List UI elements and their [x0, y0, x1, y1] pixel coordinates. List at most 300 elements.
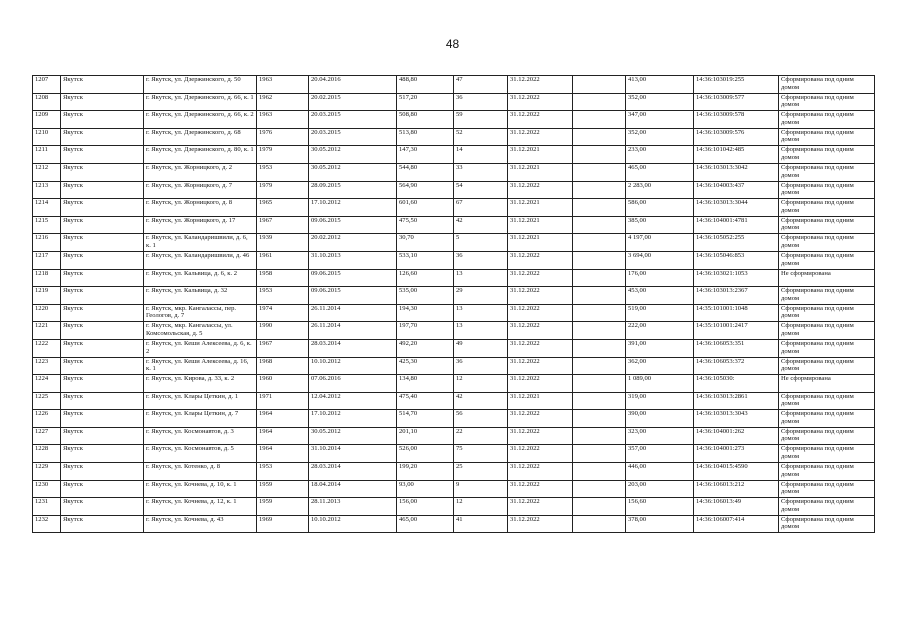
cell-address: г. Якутск, ул. Кальвица, д. 6, к. 2: [144, 269, 257, 287]
cell-empty-col: [573, 445, 626, 463]
cell-value: 176,00: [626, 269, 694, 287]
cell-city: Якутск: [61, 287, 144, 305]
cell-city: Якутск: [61, 93, 144, 111]
cell-cadastral-number: 14:36:106053:351: [694, 339, 779, 357]
cell-count: 14: [454, 146, 508, 164]
cell-build-year: 1961: [257, 251, 309, 269]
cell-city: Якутск: [61, 128, 144, 146]
cell-count: 9: [454, 480, 508, 498]
cell-row-number: 1229: [33, 463, 61, 481]
cell-address: г. Якутск, ул. Кальвица, д. 32: [144, 287, 257, 305]
cell-build-year: 1979: [257, 181, 309, 199]
cell-address: г. Якутск, ул. Дзержинского, д. 80, к. 1: [144, 146, 257, 164]
cell-empty-col: [573, 410, 626, 428]
cell-build-year: 1990: [257, 322, 309, 340]
table-row: [33, 199, 875, 217]
cell-area: 508,80: [397, 111, 454, 129]
table-row: [33, 463, 875, 481]
cell-area: 492,20: [397, 339, 454, 357]
cell-area: 126,60: [397, 269, 454, 287]
cell-row-number: 1214: [33, 199, 61, 217]
cell-area: 544,80: [397, 163, 454, 181]
cell-area: 535,00: [397, 287, 454, 305]
cell-city: Якутск: [61, 410, 144, 428]
cell-deadline-date: 31.12.2021: [508, 216, 573, 234]
cell-value: 1 089,00: [626, 375, 694, 393]
cell-empty-col: [573, 181, 626, 199]
cell-address: г. Якутск, ул. Кеши Алексеева, д. 6, к. 2: [144, 339, 257, 357]
cell-row-number: 1217: [33, 251, 61, 269]
cell-city: Якутск: [61, 269, 144, 287]
cell-city: Якутск: [61, 480, 144, 498]
table-row: [33, 357, 875, 375]
cell-row-number: 1224: [33, 375, 61, 393]
cell-date: 07.06.2016: [309, 375, 397, 393]
cell-value: 319,00: [626, 392, 694, 410]
cell-deadline-date: 31.12.2022: [508, 322, 573, 340]
cell-empty-col: [573, 76, 626, 94]
cell-row-number: 1218: [33, 269, 61, 287]
cell-status: Сформирована под одним домом: [779, 93, 875, 111]
cell-area: 465,00: [397, 515, 454, 533]
table-row: [33, 515, 875, 533]
cell-date: 20.02.2012: [309, 234, 397, 252]
cell-build-year: 1974: [257, 304, 309, 322]
cell-city: Якутск: [61, 392, 144, 410]
table-row: [33, 427, 875, 445]
cell-count: 42: [454, 216, 508, 234]
cell-status: Сформирована под одним домом: [779, 357, 875, 375]
cell-build-year: 1964: [257, 445, 309, 463]
cell-value: 357,00: [626, 445, 694, 463]
cell-address: г. Якутск, ул. Дзержинского, д. 68: [144, 128, 257, 146]
cell-city: Якутск: [61, 76, 144, 94]
cell-city: Якутск: [61, 375, 144, 393]
cell-date: 10.10.2012: [309, 357, 397, 375]
cell-row-number: 1228: [33, 445, 61, 463]
cell-status: Сформирована под одним домом: [779, 392, 875, 410]
cell-row-number: 1210: [33, 128, 61, 146]
cell-status: Сформирована под одним домом: [779, 128, 875, 146]
housing-registry-table: [32, 75, 875, 533]
cell-status: Сформирована под одним домом: [779, 181, 875, 199]
table-row: [33, 480, 875, 498]
cell-cadastral-number: 14:36:103021:1053: [694, 269, 779, 287]
cell-status: Сформирована под одним домом: [779, 251, 875, 269]
cell-address: г. Якутск, ул. Дзержинского, д. 66, к. 2: [144, 111, 257, 129]
cell-date: 09.06.2015: [309, 216, 397, 234]
cell-date: 09.06.2015: [309, 269, 397, 287]
cell-build-year: 1964: [257, 410, 309, 428]
cell-value: 453,00: [626, 287, 694, 305]
cell-date: 28.03.2014: [309, 463, 397, 481]
cell-address: г. Якутск, ул. Кеши Алексеева, д. 16, к. 1: [144, 357, 257, 375]
cell-status: Сформирована под одним домом: [779, 287, 875, 305]
cell-address: г. Якутск, ул. Космонавтов, д. 5: [144, 445, 257, 463]
table-row: [33, 339, 875, 357]
cell-empty-col: [573, 427, 626, 445]
cell-count: 56: [454, 410, 508, 428]
table-row: [33, 251, 875, 269]
cell-date: 17.10.2012: [309, 410, 397, 428]
cell-city: Якутск: [61, 427, 144, 445]
cell-build-year: 1968: [257, 357, 309, 375]
table-row: [33, 287, 875, 305]
cell-date: 30.05.2012: [309, 146, 397, 164]
cell-count: 12: [454, 375, 508, 393]
cell-value: 390,00: [626, 410, 694, 428]
cell-area: 199,20: [397, 463, 454, 481]
cell-count: 12: [454, 498, 508, 516]
cell-area: 134,80: [397, 375, 454, 393]
cell-cadastral-number: 14:36:105030:: [694, 375, 779, 393]
cell-date: 12.04.2012: [309, 392, 397, 410]
cell-area: 564,90: [397, 181, 454, 199]
cell-date: 20.03.2015: [309, 128, 397, 146]
cell-empty-col: [573, 269, 626, 287]
cell-city: Якутск: [61, 163, 144, 181]
cell-value: 156,60: [626, 498, 694, 516]
cell-value: 352,00: [626, 128, 694, 146]
table-row: [33, 146, 875, 164]
cell-date: 20.02.2015: [309, 93, 397, 111]
cell-cadastral-number: 14:36:104001:4781: [694, 216, 779, 234]
cell-address: г. Якутск, мкр. Кангалассы, ул. Комсомольская, д. 5: [144, 322, 257, 340]
cell-city: Якутск: [61, 181, 144, 199]
cell-count: 33: [454, 163, 508, 181]
cell-count: 22: [454, 427, 508, 445]
cell-status: Сформирована под одним домом: [779, 410, 875, 428]
table-row: [33, 163, 875, 181]
cell-address: г. Якутск, ул. Котенко, д. 8: [144, 463, 257, 481]
cell-deadline-date: 31.12.2022: [508, 339, 573, 357]
cell-status: Сформирована под одним домом: [779, 463, 875, 481]
cell-area: 156,00: [397, 498, 454, 516]
cell-cadastral-number: 14:36:106013:212: [694, 480, 779, 498]
cell-area: 475,40: [397, 392, 454, 410]
cell-count: 5: [454, 234, 508, 252]
cell-city: Якутск: [61, 498, 144, 516]
cell-address: г. Якутск, ул. Клары Цеткин, д. 1: [144, 392, 257, 410]
cell-value: 222,00: [626, 322, 694, 340]
cell-build-year: 1967: [257, 339, 309, 357]
cell-value: 446,00: [626, 463, 694, 481]
cell-area: 533,10: [397, 251, 454, 269]
cell-address: г. Якутск, ул. Каландаришвили, д. 6, к. 1: [144, 234, 257, 252]
cell-cadastral-number: 14:36:106007:414: [694, 515, 779, 533]
cell-city: Якутск: [61, 445, 144, 463]
cell-build-year: 1959: [257, 480, 309, 498]
cell-build-year: 1967: [257, 216, 309, 234]
cell-row-number: 1227: [33, 427, 61, 445]
cell-deadline-date: 31.12.2022: [508, 128, 573, 146]
table-row: [33, 269, 875, 287]
cell-city: Якутск: [61, 322, 144, 340]
cell-cadastral-number: 14:35:101001:2417: [694, 322, 779, 340]
cell-area: 425,30: [397, 357, 454, 375]
cell-deadline-date: 31.12.2022: [508, 251, 573, 269]
cell-city: Якутск: [61, 357, 144, 375]
cell-address: г. Якутск, ул. Кочнева, д. 43: [144, 515, 257, 533]
cell-count: 75: [454, 445, 508, 463]
table-row: [33, 76, 875, 94]
cell-area: 194,30: [397, 304, 454, 322]
cell-count: 36: [454, 93, 508, 111]
cell-count: 29: [454, 287, 508, 305]
cell-count: 41: [454, 515, 508, 533]
cell-status: Сформирована под одним домом: [779, 480, 875, 498]
cell-area: 513,80: [397, 128, 454, 146]
cell-count: 13: [454, 269, 508, 287]
cell-value: 352,00: [626, 93, 694, 111]
cell-empty-col: [573, 199, 626, 217]
cell-deadline-date: 31.12.2022: [508, 93, 573, 111]
cell-build-year: 1953: [257, 163, 309, 181]
cell-date: 26.11.2014: [309, 322, 397, 340]
cell-city: Якутск: [61, 216, 144, 234]
cell-status: Не сформирована: [779, 269, 875, 287]
cell-area: 201,10: [397, 427, 454, 445]
cell-value: 413,00: [626, 76, 694, 94]
cell-build-year: 1953: [257, 287, 309, 305]
cell-status: Сформирована под одним домом: [779, 146, 875, 164]
table-row: [33, 304, 875, 322]
cell-date: 09.06.2015: [309, 287, 397, 305]
table-row: [33, 128, 875, 146]
cell-cadastral-number: 14:36:104015:4590: [694, 463, 779, 481]
cell-address: г. Якутск, ул. Жорницкого, д. 7: [144, 181, 257, 199]
cell-value: 385,00: [626, 216, 694, 234]
cell-cadastral-number: 14:36:103013:2861: [694, 392, 779, 410]
cell-value: 391,00: [626, 339, 694, 357]
cell-status: Сформирована под одним домом: [779, 234, 875, 252]
cell-cadastral-number: 14:36:103013:3044: [694, 199, 779, 217]
cell-build-year: 1969: [257, 515, 309, 533]
cell-row-number: 1230: [33, 480, 61, 498]
cell-count: 52: [454, 128, 508, 146]
cell-build-year: 1965: [257, 199, 309, 217]
cell-area: 488,80: [397, 76, 454, 94]
cell-deadline-date: 31.12.2022: [508, 427, 573, 445]
cell-cadastral-number: 14:36:106053:372: [694, 357, 779, 375]
cell-address: г. Якутск, ул. Космонавтов, д. 3: [144, 427, 257, 445]
cell-row-number: 1207: [33, 76, 61, 94]
cell-build-year: 1962: [257, 93, 309, 111]
cell-status: Сформирована под одним домом: [779, 498, 875, 516]
cell-date: 28.03.2014: [309, 339, 397, 357]
cell-city: Якутск: [61, 515, 144, 533]
table-row: [33, 111, 875, 129]
cell-value: 586,00: [626, 199, 694, 217]
cell-value: 4 197,00: [626, 234, 694, 252]
cell-address: г. Якутск, ул. Жорницкого, д. 8: [144, 199, 257, 217]
cell-deadline-date: 31.12.2022: [508, 111, 573, 129]
cell-empty-col: [573, 93, 626, 111]
cell-city: Якутск: [61, 146, 144, 164]
cell-cadastral-number: 14:36:103009:577: [694, 93, 779, 111]
cell-date: 18.04.2014: [309, 480, 397, 498]
cell-status: Сформирована под одним домом: [779, 304, 875, 322]
cell-count: 36: [454, 251, 508, 269]
cell-cadastral-number: 14:36:105046:853: [694, 251, 779, 269]
cell-row-number: 1212: [33, 163, 61, 181]
cell-deadline-date: 31.12.2022: [508, 498, 573, 516]
table-row: [33, 234, 875, 252]
cell-empty-col: [573, 339, 626, 357]
cell-area: 514,70: [397, 410, 454, 428]
cell-empty-col: [573, 498, 626, 516]
cell-status: Сформирована под одним домом: [779, 322, 875, 340]
cell-count: 49: [454, 339, 508, 357]
cell-value: 465,00: [626, 163, 694, 181]
cell-empty-col: [573, 287, 626, 305]
cell-value: 3 694,00: [626, 251, 694, 269]
cell-date: 20.04.2016: [309, 76, 397, 94]
cell-row-number: 1223: [33, 357, 61, 375]
cell-cadastral-number: 14:36:103009:576: [694, 128, 779, 146]
cell-deadline-date: 31.12.2022: [508, 410, 573, 428]
cell-count: 13: [454, 304, 508, 322]
cell-cadastral-number: 14:36:105052:255: [694, 234, 779, 252]
cell-empty-col: [573, 146, 626, 164]
cell-area: 147,30: [397, 146, 454, 164]
cell-deadline-date: 31.12.2022: [508, 76, 573, 94]
table-row: [33, 375, 875, 393]
cell-deadline-date: 31.12.2021: [508, 146, 573, 164]
cell-value: 378,00: [626, 515, 694, 533]
cell-empty-col: [573, 375, 626, 393]
cell-status: Сформирована под одним домом: [779, 427, 875, 445]
cell-count: 13: [454, 322, 508, 340]
cell-status: Сформирована под одним домом: [779, 445, 875, 463]
cell-deadline-date: 31.12.2022: [508, 357, 573, 375]
cell-cadastral-number: 14:36:103019:255: [694, 76, 779, 94]
cell-deadline-date: 31.12.2022: [508, 515, 573, 533]
cell-empty-col: [573, 304, 626, 322]
cell-build-year: 1963: [257, 76, 309, 94]
table-row: [33, 181, 875, 199]
cell-deadline-date: 31.12.2022: [508, 463, 573, 481]
cell-row-number: 1209: [33, 111, 61, 129]
cell-row-number: 1208: [33, 93, 61, 111]
cell-date: 20.03.2015: [309, 111, 397, 129]
cell-city: Якутск: [61, 199, 144, 217]
cell-status: Сформирована под одним домом: [779, 76, 875, 94]
cell-cadastral-number: 14:36:104001:262: [694, 427, 779, 445]
cell-deadline-date: 31.12.2022: [508, 269, 573, 287]
cell-value: 2 283,00: [626, 181, 694, 199]
cell-deadline-date: 31.12.2022: [508, 181, 573, 199]
cell-row-number: 1219: [33, 287, 61, 305]
cell-area: 526,00: [397, 445, 454, 463]
cell-address: г. Якутск, ул. Клары Цеткин, д. 7: [144, 410, 257, 428]
cell-address: г. Якутск, мкр. Кангалассы, пер. Геологов, д. 7: [144, 304, 257, 322]
table-row: [33, 445, 875, 463]
cell-deadline-date: 31.12.2022: [508, 445, 573, 463]
cell-empty-col: [573, 128, 626, 146]
cell-date: 10.10.2012: [309, 515, 397, 533]
cell-build-year: 1939: [257, 234, 309, 252]
cell-date: 28.09.2015: [309, 181, 397, 199]
cell-status: Сформирована под одним домом: [779, 339, 875, 357]
cell-address: г. Якутск, ул. Жорницкого, д. 17: [144, 216, 257, 234]
cell-area: 475,50: [397, 216, 454, 234]
table-row: [33, 410, 875, 428]
cell-address: г. Якутск, ул. Дзержинского, д. 50: [144, 76, 257, 94]
cell-value: 203,00: [626, 480, 694, 498]
cell-row-number: 1231: [33, 498, 61, 516]
cell-row-number: 1232: [33, 515, 61, 533]
cell-value: 233,00: [626, 146, 694, 164]
cell-cadastral-number: 14:35:101001:1048: [694, 304, 779, 322]
cell-deadline-date: 31.12.2022: [508, 304, 573, 322]
cell-empty-col: [573, 322, 626, 340]
cell-address: г. Якутск, ул. Жорницкого, д. 2: [144, 163, 257, 181]
cell-build-year: 1963: [257, 111, 309, 129]
cell-count: 36: [454, 357, 508, 375]
cell-date: 31.10.2014: [309, 445, 397, 463]
cell-city: Якутск: [61, 463, 144, 481]
cell-city: Якутск: [61, 339, 144, 357]
cell-deadline-date: 31.12.2021: [508, 392, 573, 410]
cell-area: 30,70: [397, 234, 454, 252]
cell-deadline-date: 31.12.2021: [508, 163, 573, 181]
cell-date: 30.05.2012: [309, 427, 397, 445]
cell-cadastral-number: 14:36:106013:49: [694, 498, 779, 516]
cell-address: г. Якутск, ул. Кочнева, д. 10, к. 1: [144, 480, 257, 498]
cell-city: Якутск: [61, 234, 144, 252]
table-row: [33, 498, 875, 516]
cell-row-number: 1220: [33, 304, 61, 322]
table-row: [33, 93, 875, 111]
cell-row-number: 1211: [33, 146, 61, 164]
cell-build-year: 1971: [257, 392, 309, 410]
cell-row-number: 1222: [33, 339, 61, 357]
cell-address: г. Якутск, ул. Дзержинского, д. 66, к. 1: [144, 93, 257, 111]
cell-build-year: 1960: [257, 375, 309, 393]
cell-empty-col: [573, 163, 626, 181]
cell-address: г. Якутск, ул. Кочнева, д. 12, к. 1: [144, 498, 257, 516]
cell-value: 347,00: [626, 111, 694, 129]
cell-row-number: 1216: [33, 234, 61, 252]
cell-count: 42: [454, 392, 508, 410]
cell-area: 517,20: [397, 93, 454, 111]
cell-status: Сформирована под одним домом: [779, 163, 875, 181]
cell-cadastral-number: 14:36:103013:2367: [694, 287, 779, 305]
cell-cadastral-number: 14:36:103013:3043: [694, 410, 779, 428]
cell-area: 601,60: [397, 199, 454, 217]
cell-cadastral-number: 14:36:103009:578: [694, 111, 779, 129]
cell-status: Сформирована под одним домом: [779, 111, 875, 129]
cell-deadline-date: 31.12.2022: [508, 375, 573, 393]
cell-row-number: 1221: [33, 322, 61, 340]
cell-status: Сформирована под одним домом: [779, 515, 875, 533]
cell-empty-col: [573, 480, 626, 498]
cell-status: Не сформирована: [779, 375, 875, 393]
cell-date: 31.10.2013: [309, 251, 397, 269]
cell-area: 93,00: [397, 480, 454, 498]
cell-row-number: 1225: [33, 392, 61, 410]
cell-status: Сформирована под одним домом: [779, 199, 875, 217]
cell-empty-col: [573, 392, 626, 410]
cell-row-number: 1213: [33, 181, 61, 199]
cell-count: 67: [454, 199, 508, 217]
cell-count: 47: [454, 76, 508, 94]
cell-city: Якутск: [61, 111, 144, 129]
cell-date: 17.10.2012: [309, 199, 397, 217]
table-row: [33, 322, 875, 340]
cell-deadline-date: 31.12.2021: [508, 199, 573, 217]
